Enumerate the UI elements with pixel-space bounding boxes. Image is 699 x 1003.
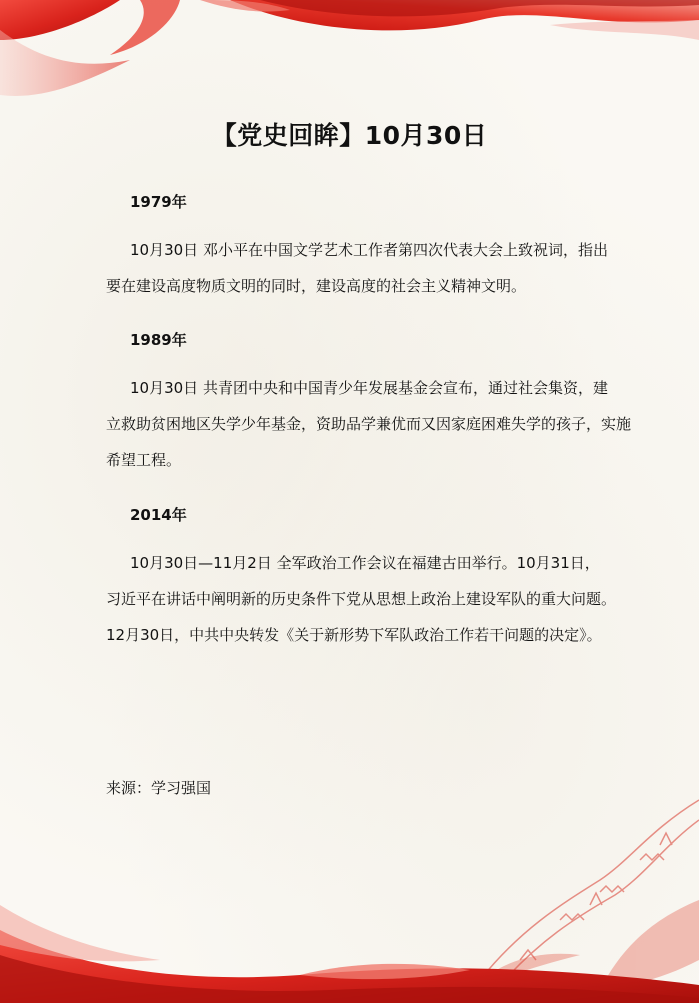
paragraph-line: 12月30日，中共中央转发《关于新形势下军队政治工作若干问题的决定》。 — [106, 626, 602, 644]
year-heading-1979: 1979年 — [130, 193, 187, 211]
page-title: 【党史回眸】10月30日 — [211, 121, 488, 150]
year-heading-2014: 2014年 — [130, 506, 187, 524]
paragraph-line: 10月30日 邓小平在中国文学艺术工作者第四次代表大会上致祝词，指出 — [130, 241, 608, 259]
source-note: 来源：学习强国 — [106, 779, 212, 797]
paragraph-line: 习近平在讲话中阐明新的历史条件下党从思想上政治上建设军队的重大问题。 — [106, 590, 617, 608]
paragraph-line: 要在建设高度物质文明的同时，建设高度的社会主义精神文明。 — [106, 277, 527, 295]
paragraph-line: 10月30日 共青团中央和中国青少年发展基金会宣布，通过社会集资，建 — [130, 379, 608, 397]
paragraph-1979 — [106, 232, 606, 304]
year-heading-1989: 1989年 — [130, 331, 187, 349]
paragraph-line: 立救助贫困地区失学少年基金，资助品学兼优而又因家庭困难失学的孩子，实施 — [106, 415, 632, 433]
paragraph-line: 希望工程。 — [106, 451, 182, 469]
paragraph-2014 — [106, 545, 617, 653]
paragraph-line: 10月30日—11月2日 全军政治工作会议在福建古田举行。10月31日， — [130, 554, 600, 572]
paragraph-1989 — [106, 370, 632, 478]
